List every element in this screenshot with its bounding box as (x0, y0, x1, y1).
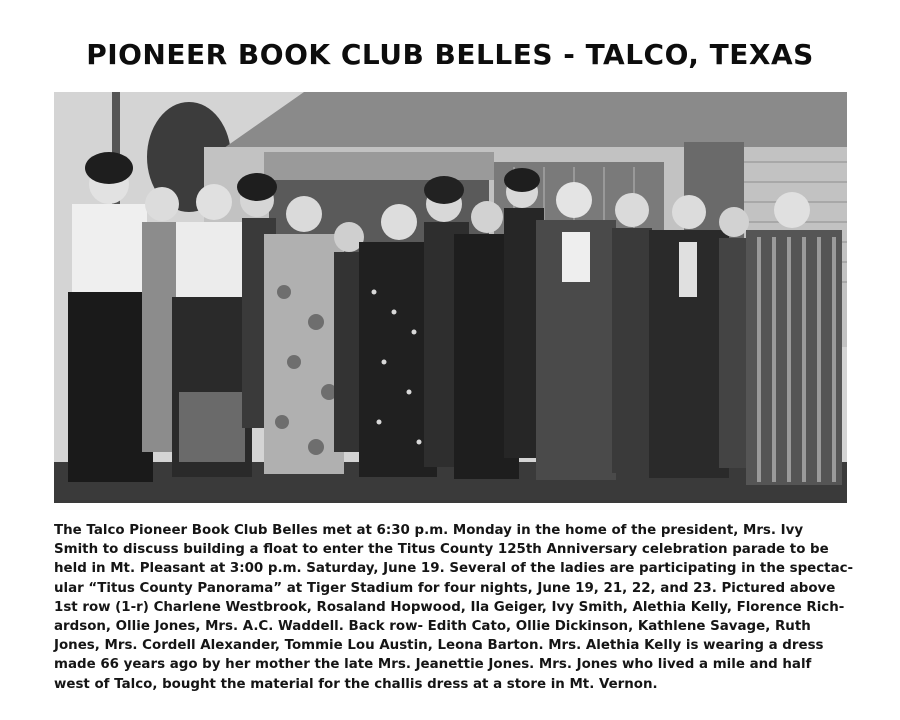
caption-line: west of Talco, bought the material for the challis dress at a store in Mt. Vernon. (54, 676, 658, 692)
caption-line: held in Mt. Pleasant at 3:00 p.m. Saturday, June 19. Several of the ladies are participating in the spectac- (54, 561, 854, 577)
caption-line: ardson, Ollie Jones, Mrs. A.C. Waddell. Back row- Edith Cato, Ollie Dickinson, Kathlene Savage, Ruth (54, 619, 811, 635)
woman-head (556, 182, 592, 218)
group-photo (54, 92, 847, 503)
caption-line: made 66 years ago by her mother the late Mrs. Jeanettie Jones. Mrs. Jones who lived a mile and half (54, 657, 812, 673)
woman-head (286, 196, 322, 232)
woman-head (719, 207, 749, 237)
woman-head (145, 187, 179, 221)
woman-head (196, 184, 232, 220)
woman-head (672, 195, 706, 229)
caption-line: The Talco Pioneer Book Club Belles met at 6:30 p.m. Monday in the home of the president, Mrs. Ivy (54, 523, 804, 538)
caption-line: Smith to discuss building a float to enter the Titus County 125th Anniversary celebration parade to be (54, 542, 829, 558)
woman-head (615, 193, 649, 227)
woman-body (612, 228, 652, 473)
woman-body (264, 234, 344, 474)
woman-body (176, 222, 252, 297)
woman-body (72, 204, 147, 294)
photo-caption (54, 521, 854, 694)
page-title: PIONEER BOOK CLUB BELLES - TALCO, TEXAS (86, 38, 814, 71)
woman-head (471, 201, 503, 233)
caption-line: Jones, Mrs. Cordell Alexander, Tommie Lou Austin, Leona Barton. Mrs. Alethia Kelly is wearing a dress (54, 638, 824, 654)
caption-line: ular “Titus County Panorama” at Tiger Stadium for four nights, June 19, 21, 22, and 23. Pictured above (54, 580, 836, 596)
caption-line: 1st row (1-r) Charlene Westbrook, Rosaland Hopwood, Ila Geiger, Ivy Smith, Alethia Kelly, Florence Rich- (54, 599, 845, 615)
porch-roof (264, 152, 494, 180)
woman-head (381, 204, 417, 240)
woman-head (774, 192, 810, 228)
